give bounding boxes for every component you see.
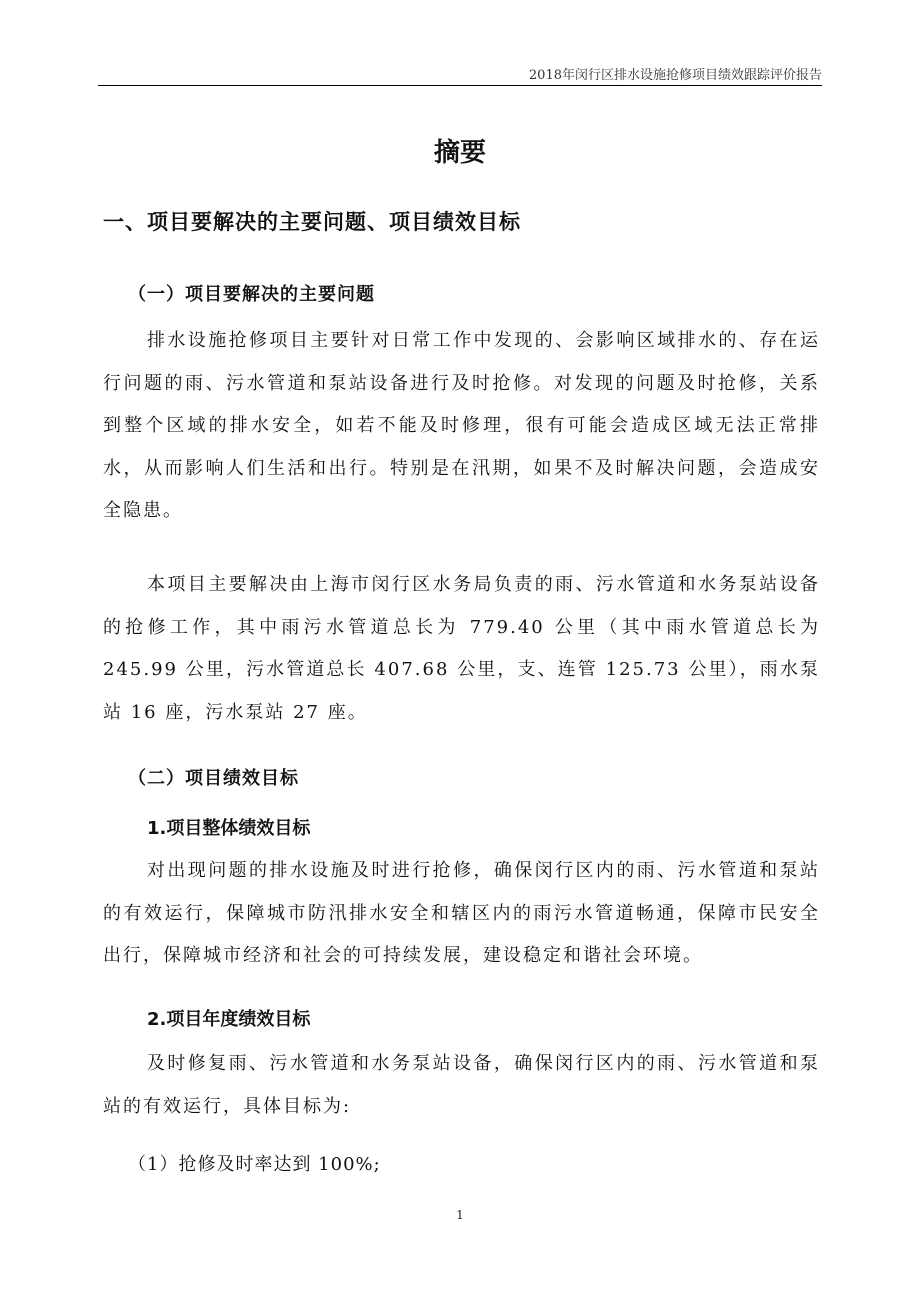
- list-item: （1）抢修及时率达到 100%;: [128, 1154, 381, 1175]
- paragraph-problem-description: 排水设施抢修项目主要针对日常工作中发现的、会影响区域排水的、存在运行问题的雨、污水管道和泵站设备进行及时抢修。对发现的问题及时抢修，关系到整个区域的排水安全，如若不能及时修理，很有可能会造成区域无法正常排水，从而影响人们生活和出行。特别是在汛期，如果不及时解决问题，会造成安全隐患。: [103, 330, 820, 521]
- running-header: 2018年闵行区排水设施抢修项目绩效跟踪评价报告: [528, 68, 822, 83]
- header-rule: [98, 85, 822, 86]
- section-heading-1: 一、项目要解决的主要问题、项目绩效目标: [103, 210, 521, 234]
- subsection-heading-2: （二）项目绩效目标: [128, 768, 299, 789]
- item-heading-annual-goal: 2.项目年度绩效目标: [147, 1009, 311, 1030]
- paragraph-overall-goal: 对出现问题的排水设施及时进行抢修，确保闵行区内的雨、污水管道和泵站的有效运行，保障城市防汛排水安全和辖区内的雨污水管道畅通，保障市民安全出行，保障城市经济和社会的可持续发展，建设稳定和谐社会环境。: [103, 860, 820, 966]
- paragraph-project-scope: 本项目主要解决由上海市闵行区水务局负责的雨、污水管道和水务泵站设备的抢修工作，其中雨污水管道总长为 779.40 公里（其中雨水管道总长为 245.99 公里，污水管道总长 407.68 公里，支、连管 125.73 公里），雨水泵站 16 座，污水泵站 27 座。: [103, 574, 820, 723]
- page-number: 1: [456, 1208, 464, 1222]
- paragraph-annual-goal: 及时修复雨、污水管道和水务泵站设备，确保闵行区内的雨、污水管道和泵站的有效运行，具体目标为:: [103, 1053, 820, 1117]
- subsection-heading-1: （一）项目要解决的主要问题: [128, 284, 375, 305]
- page-title: 摘要: [433, 138, 486, 168]
- item-heading-overall-goal: 1.项目整体绩效目标: [147, 818, 311, 839]
